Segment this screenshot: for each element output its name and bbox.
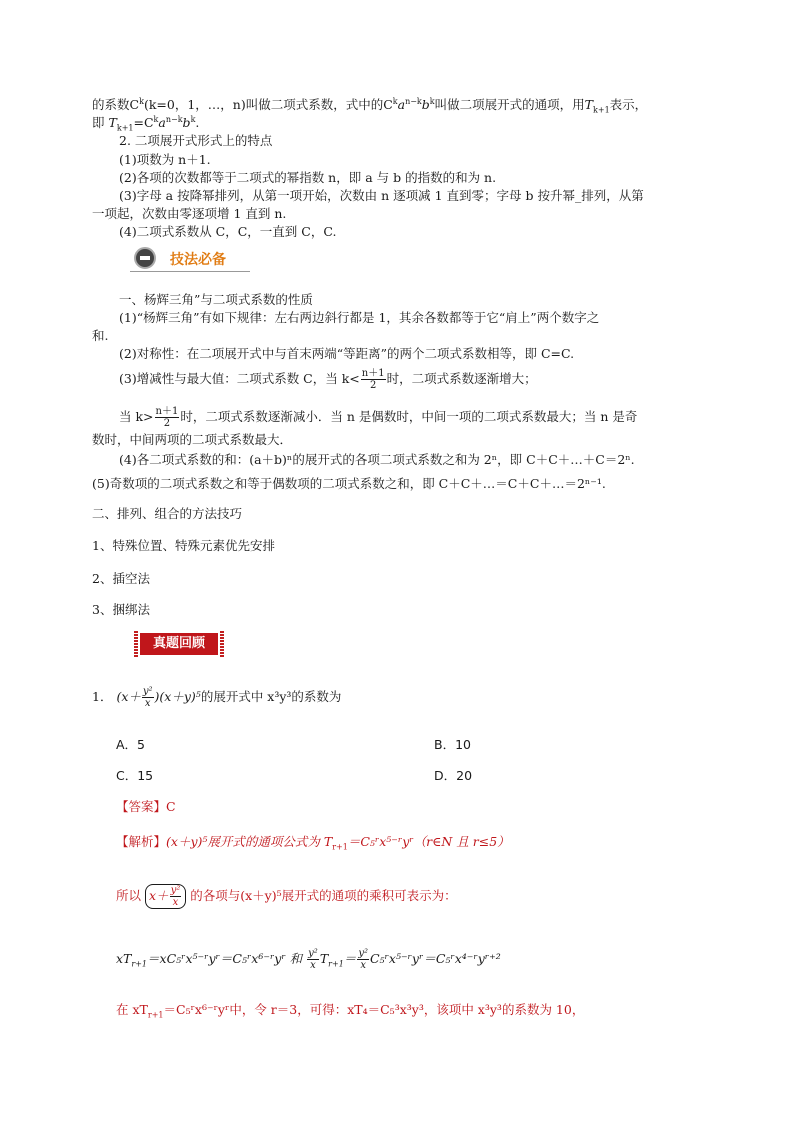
section2-title: 二、排列、组合的方法技巧 bbox=[92, 506, 243, 521]
banner-left-stripe bbox=[134, 631, 138, 657]
analysis-l3-mid: ＝xC₅ʳx⁵⁻ʳyʳ＝C₅ʳx⁶⁻ʳyʳ 和 bbox=[147, 951, 303, 966]
method-2: 2、插空法 bbox=[92, 571, 150, 586]
section1-title: 一、杨辉三角”与二项式系数的性质 bbox=[119, 292, 313, 307]
analysis-l3: xT bbox=[116, 951, 132, 966]
text-l2: 即 bbox=[92, 115, 105, 130]
item3b-post: 时，二项式系数逐渐减小．当 n 是偶数时，中间一项的二项式系数最大；当 n 是奇 bbox=[180, 409, 638, 424]
line-general-term: 即 $T_{k+1}=C^ka^{n-k}b^k$. bbox=[92, 114, 200, 133]
option-a[interactable]: A．5 bbox=[116, 737, 146, 752]
feature-3b: 一项起，次数由零逐项增 1 直到 n. bbox=[92, 206, 287, 221]
fraction-half-n1-b: $\frac{n+1}{2}$ bbox=[155, 406, 179, 429]
item3a-post: 时，二项式系数逐渐增大； bbox=[386, 371, 537, 386]
section1-item4: (4)各二项式系数的和：(a＋b)ⁿ的展开式的各项二项式系数之和为 2ⁿ，即 C＋C＋…＋C＝2ⁿ. bbox=[119, 452, 635, 467]
analysis-l1-tail: ＝C₅ʳx⁵⁻ʳyʳ（r∈N 且 r≤5） bbox=[347, 834, 510, 849]
text-l1d: 表示， bbox=[609, 97, 648, 112]
analysis-line1: 【解析】(x＋y)⁵展开式的通项公式为 $T_{r+1}=C_5ʳx^{5-}ʳyʳ(r\in N$ 且 r≤5） bbox=[116, 834, 510, 852]
banner-techniques-label: 技法必备 bbox=[170, 252, 226, 268]
section1-item5: (5)奇数项的二项式系数之和等于偶数项的二项式系数之和，即 C＋C＋…＝C＋C＋…＝2ⁿ⁻¹. bbox=[92, 476, 606, 491]
section1-item3c: 数时，中间两项的二项式系数最大． bbox=[92, 432, 293, 447]
method-3: 3、捆绑法 bbox=[92, 602, 150, 617]
section1-item1b: 和. bbox=[92, 328, 109, 343]
analysis-l4: 在 xT bbox=[116, 1002, 148, 1017]
banner-underline bbox=[130, 271, 250, 272]
answer-line bbox=[116, 799, 176, 815]
question-number: 1． bbox=[92, 689, 113, 704]
banner-past-questions bbox=[134, 631, 224, 657]
item3b-pre: 当 k> bbox=[119, 409, 154, 424]
text-l1: 的系数C bbox=[92, 97, 140, 112]
question-1: 1． (x＋ $\frac{\text{y²}}{x}$ )(x＋y)⁵的展开式中 x³y³的系数为 bbox=[92, 686, 342, 709]
banner-past-questions-label: 真题回顾 bbox=[140, 633, 218, 655]
feature-1: (1)项数为 n＋1. bbox=[119, 152, 211, 167]
heading-features: 2. 二项展开式形式上的特点 bbox=[119, 133, 273, 148]
section1-item3a bbox=[119, 368, 537, 391]
banner-right-stripe bbox=[220, 631, 224, 657]
section1-item3b bbox=[119, 406, 637, 429]
text-l1b: (k=0，1，…，n)叫做二项式系数，式中的C bbox=[143, 97, 393, 112]
answer-label: 【答案】 bbox=[116, 799, 167, 814]
banner-circle-icon bbox=[134, 247, 156, 269]
analysis-l2-pre: 所以 bbox=[116, 888, 142, 903]
line-coefficient-definition: 的系数$C^k(k=0$，1，…，n)叫做二项式系数，式中的$C^ka^{n-k}b^k$叫做二项展开式的通项，用$T_{k+1}$表示， bbox=[92, 96, 648, 115]
section1-item2: (2)对称性：在二项展开式中与首末两端“等距离”的两个二项式系数相等，即 C=C. bbox=[119, 346, 575, 361]
banner-techniques bbox=[130, 246, 250, 272]
question-tail: 的展开式中 x³y³的系数为 bbox=[200, 689, 342, 704]
analysis-l2-post: 的各项与(x＋y)⁵展开式的通项的乘积可表示为： bbox=[190, 888, 457, 903]
analysis-l3-tail: ＝C₅ʳx⁴⁻ʳyʳ⁺² bbox=[423, 951, 501, 966]
answer-value: C bbox=[166, 799, 176, 814]
analysis-l4-tail: ＝C₅ʳx⁶⁻ʳyʳ中，令 r＝3，可得：xT₄＝C₅³x³y³，该项中 x³y³的系数为 10， bbox=[163, 1002, 585, 1017]
fraction-half-n1: $\frac{n+1}{2}$ bbox=[361, 368, 385, 391]
analysis-line4: 在 $xT_{r+1}=C_5ʳx^{6-}ʳyʳ$中，令 r＝3，可得：xT₄＝C₅³x³y³，该项中 x³y³的系数为 10， bbox=[116, 1002, 585, 1020]
feature-3a: (3)字母 a 按降幂排列，从第一项开始，次数由 n 逐项减 1 直到零；字母 b 按升幂_排列，从第 bbox=[119, 188, 644, 203]
feature-2: (2)各项的次数都等于二项式的幂指数 n，即 a 与 b 的指数的和为 n. bbox=[119, 170, 497, 185]
option-b[interactable]: B．10 bbox=[434, 737, 471, 752]
option-c[interactable]: C．15 bbox=[116, 768, 154, 783]
feature-4: (4)二项式系数从 C，C，一直到 C，C. bbox=[119, 224, 337, 239]
analysis-line2 bbox=[116, 884, 457, 909]
paren-expression: x＋ $\frac{\text{y²}}{x}$ bbox=[145, 884, 186, 909]
fraction-y2-over-x: $\frac{\text{y²}}{x}$ bbox=[142, 686, 153, 709]
section1-item1a: (1)“杨辉三角”有如下规律：左右两边斜行都是 1，其余各数都等于它“肩上”两个数字之 bbox=[119, 310, 600, 325]
option-d[interactable]: D．20 bbox=[434, 768, 473, 783]
analysis-line3: $xT_{r+1}=xC_5ʳx^{5-}ʳyʳ=C_5ʳx^{6-}ʳyʳ$ 和 $\frac{\text{y²}}{x}$ $T_{r+1}=$ $\frac{\text{y²}}{x}$ C₅ʳx⁵⁻ʳyʳ＝C₅ʳx⁴⁻ʳyʳ⁺² bbox=[116, 948, 501, 971]
text-l1c: 叫做二项展开式的通项，用 bbox=[434, 97, 585, 112]
method-1: 1、特殊位置、特殊元素优先安排 bbox=[92, 538, 275, 553]
analysis-label: 【解析】 bbox=[116, 834, 167, 849]
item3a-pre: (3)增减性与最大值：二项式系数 C，当 k< bbox=[119, 371, 360, 386]
analysis-l1: (x＋y)⁵展开式的通项公式为 T bbox=[166, 834, 333, 849]
